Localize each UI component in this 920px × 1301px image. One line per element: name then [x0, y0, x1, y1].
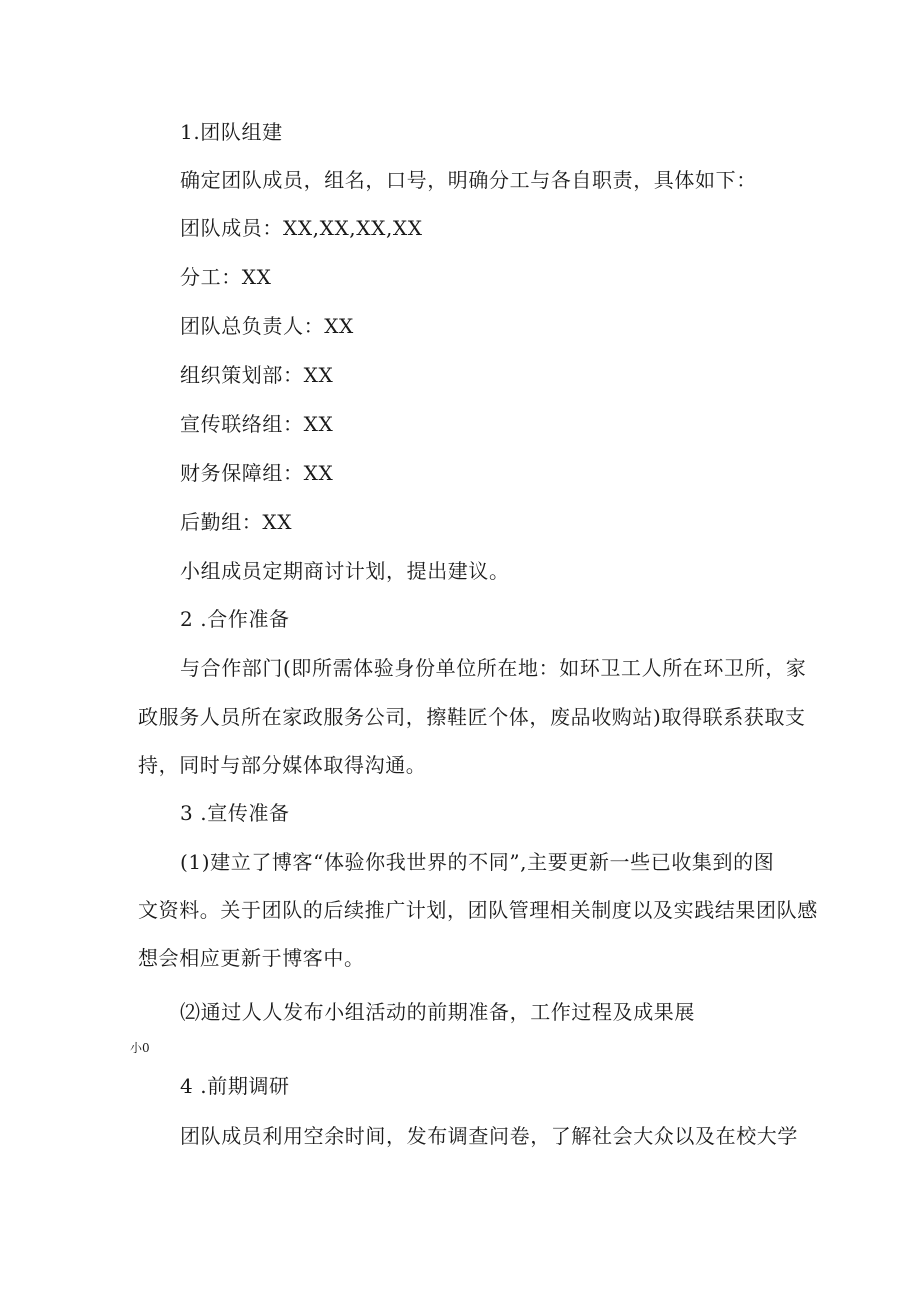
team-members-line: 团队成员：XX,XX,XX,XX [180, 216, 423, 240]
section-heading-team-building: 1.团队组建 [180, 120, 283, 144]
paragraph-line: (1)建立了博客“体验你我世界的不同”,主要更新一些已收集到的图 [180, 850, 775, 874]
finance-group-line: 财务保障组：XX [180, 461, 334, 485]
paragraph-line: ⑵通过人人发布小组活动的前期准备，工作过程及成果展 [180, 1000, 695, 1024]
paragraph-line: 确定团队成员，组名，口号，明确分工与各自职责，具体如下： [180, 168, 757, 192]
paragraph-line: 文资料。关于团队的后续推广计划，团队管理相关制度以及实践结果团队感 [138, 898, 818, 922]
logistics-group-line: 后勤组：XX [180, 510, 293, 534]
section-heading-publicity: 3 .宣传准备 [180, 801, 290, 825]
paragraph-line: 小组成员定期商讨计划，提出建议。 [180, 559, 510, 583]
paragraph-line: 持，同时与部分媒体取得沟通。 [138, 753, 427, 777]
paragraph-line: 想会相应更新于博客中。 [138, 946, 365, 970]
paragraph-line: 与合作部门(即所需体验身份单位所在地：如环卫工人所在环卫所，家 [180, 656, 807, 680]
planning-dept-line: 组织策划部：XX [180, 363, 334, 387]
ocr-fragment: 小0 [130, 1041, 150, 1055]
team-leader-line: 团队总负责人：XX [180, 314, 354, 338]
paragraph-line: 政服务人员所在家政服务公司，擦鞋匠个体，废品收购站)取得联系获取支 [138, 705, 806, 729]
section-heading-cooperation: 2 .合作准备 [180, 607, 290, 631]
paragraph-line: 团队成员利用空余时间，发布调查问卷，了解社会大众以及在校大学 [180, 1124, 798, 1148]
publicity-group-line: 宣传联络组：XX [180, 412, 334, 436]
section-heading-research: 4 .前期调研 [180, 1074, 290, 1098]
division-line: 分工：XX [180, 265, 272, 289]
